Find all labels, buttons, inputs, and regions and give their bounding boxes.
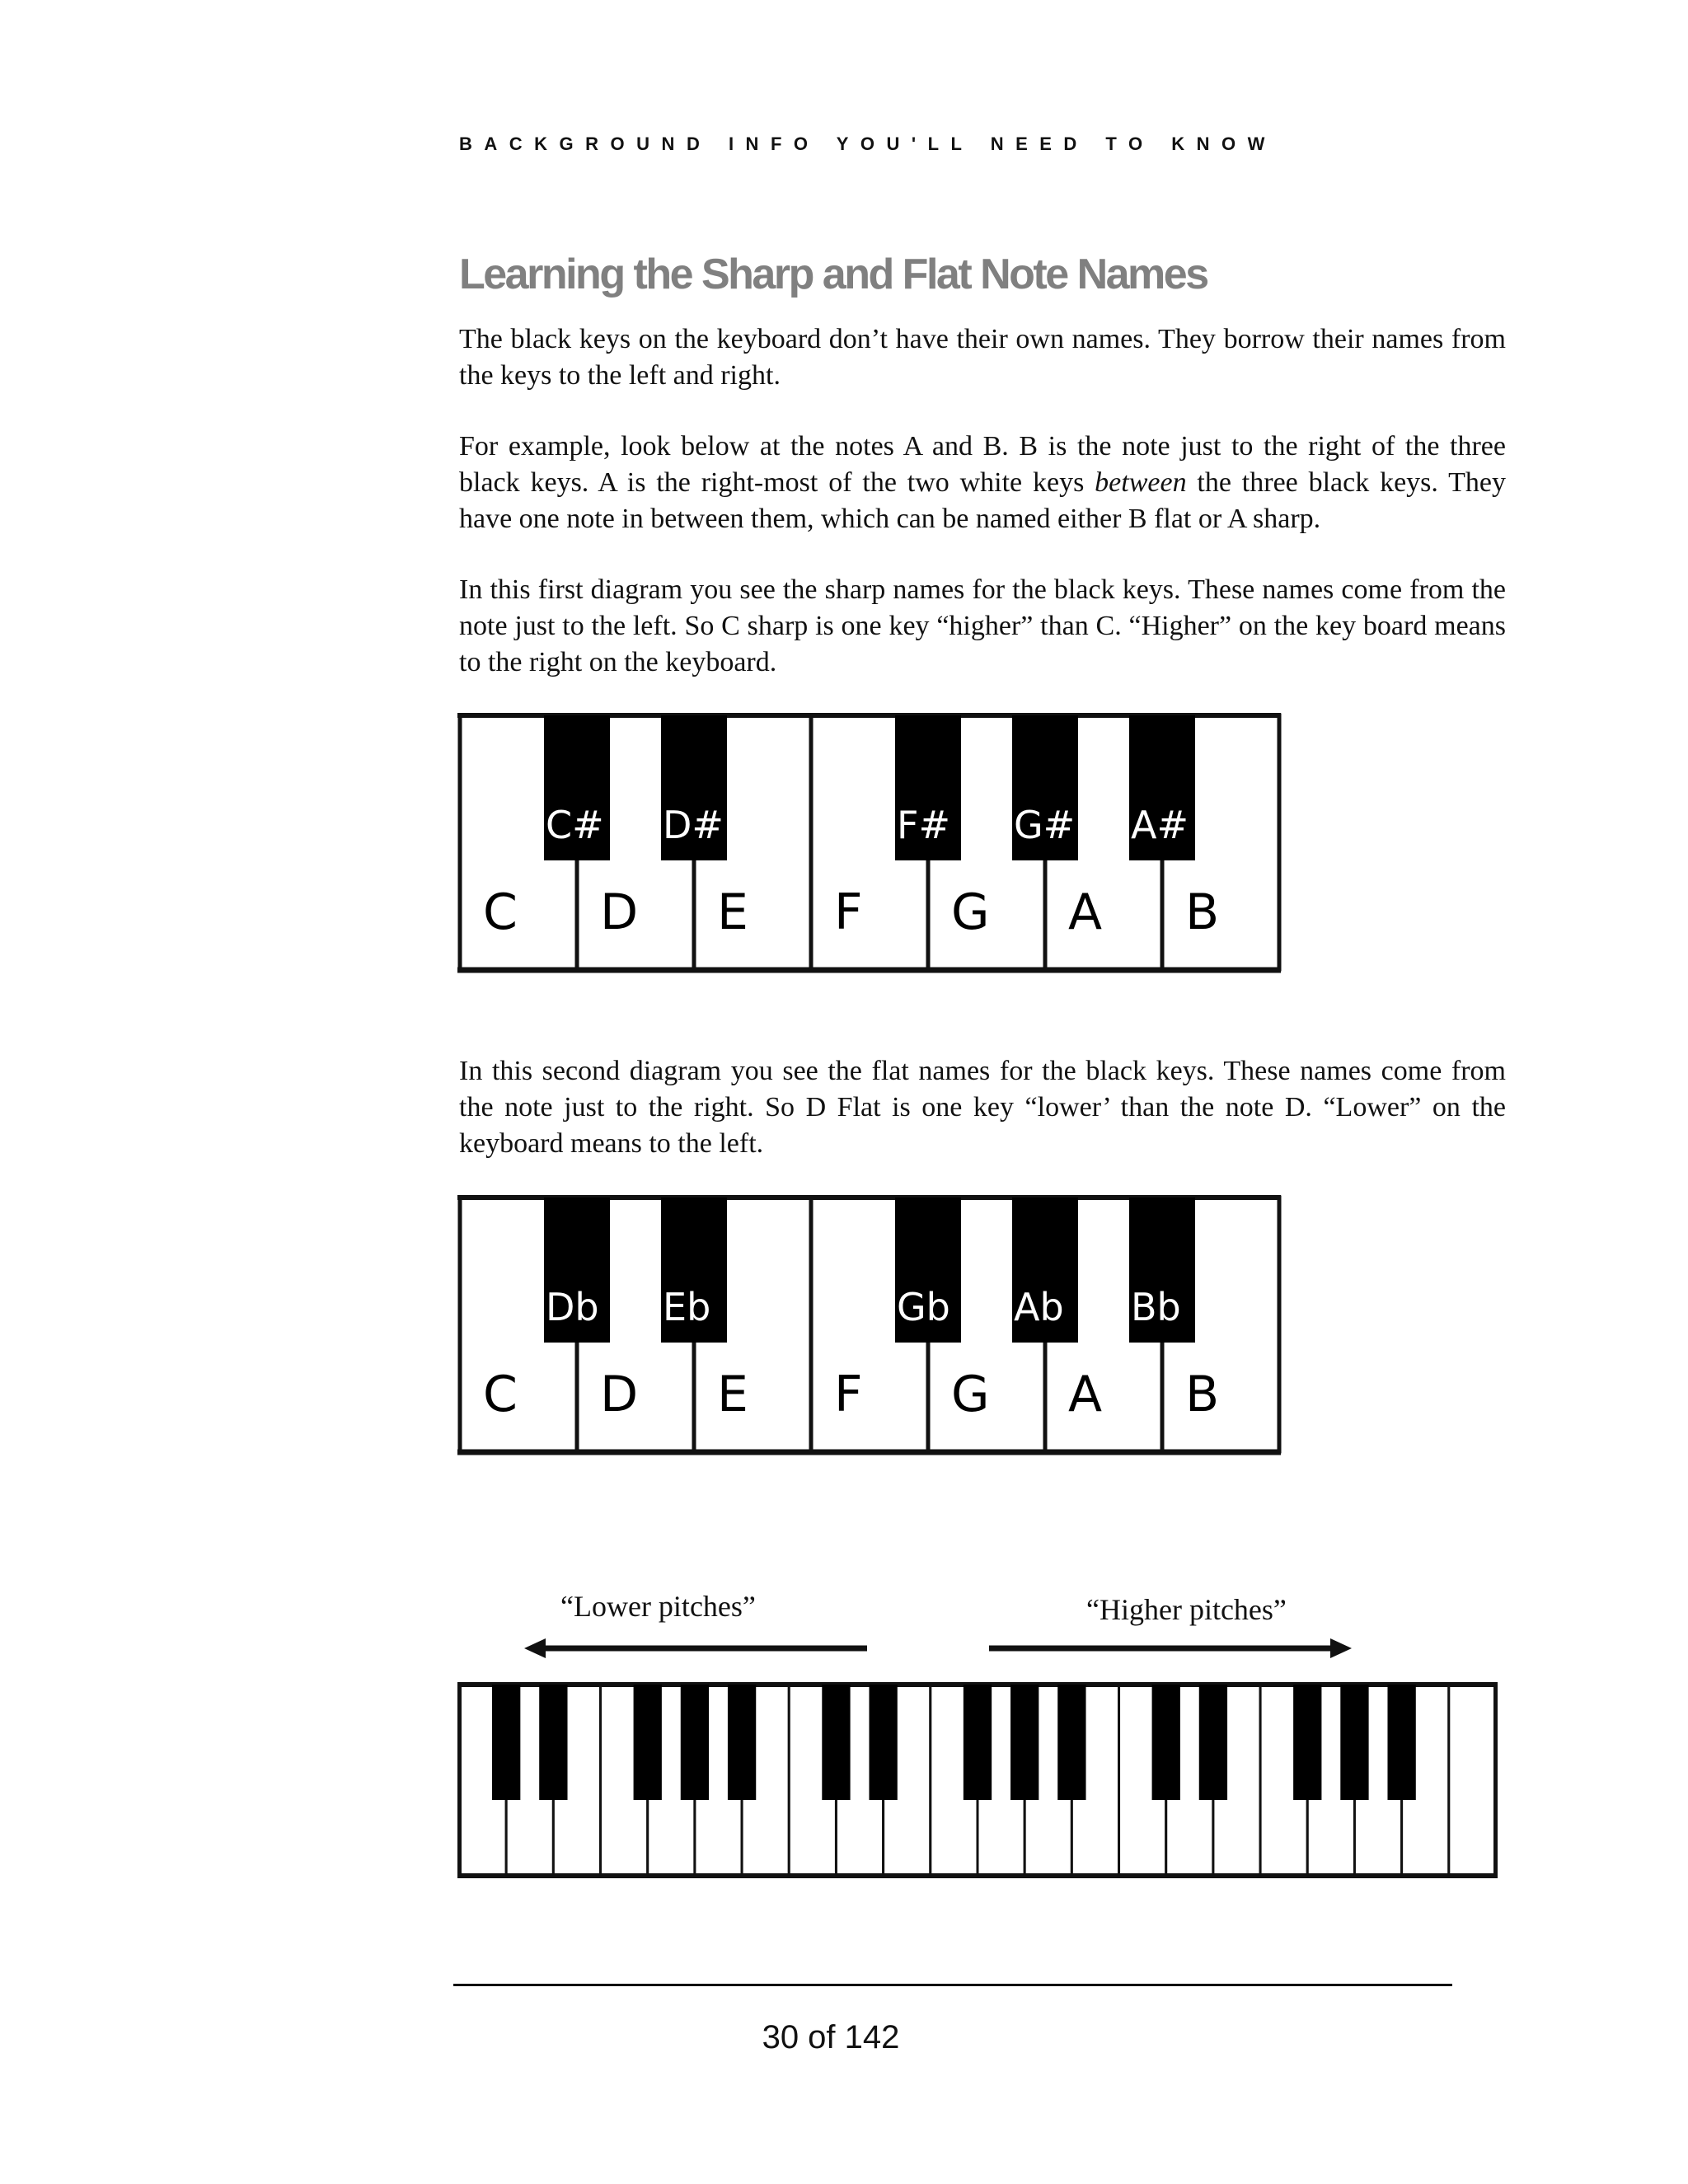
flat-black-key-label: Eb [663, 1285, 711, 1329]
flat-black-key-label: Db [546, 1285, 599, 1329]
sharp-black-key-label: A# [1131, 803, 1189, 847]
sharp-black-key-label: C# [546, 803, 604, 847]
sharp-white-key-label: G [951, 883, 990, 941]
long-black-key [728, 1685, 756, 1800]
flat-white-key-label: F [834, 1366, 863, 1423]
long-black-key [681, 1685, 709, 1800]
long-black-key [1010, 1685, 1039, 1800]
flat-names-keyboard-diagram [457, 1195, 1282, 1455]
paragraph-example-part-1: For example, look below at the notes A and B. B is the note just to the right of the three black keys. A is the right-most of the two white keys [459, 431, 1506, 498]
long-black-key [1152, 1685, 1180, 1800]
sharp-white-key-label: A [1068, 883, 1103, 941]
section-title: Learning the Sharp and Flat Note Names [459, 251, 1207, 298]
page-number: 30 of 142 [762, 2019, 900, 2055]
long-black-key [1199, 1685, 1227, 1800]
flat-black-key-label: Ab [1014, 1285, 1064, 1329]
long-black-key [634, 1685, 662, 1800]
arrow-left-icon [524, 1636, 870, 1661]
long-black-key [1387, 1685, 1415, 1800]
sharp-white-key-label: D [600, 883, 639, 941]
pitch-direction-keyboard [457, 1681, 1498, 1884]
sharp-black-key-label: G# [1014, 803, 1076, 847]
flat-white-key-label: E [717, 1366, 748, 1423]
long-black-key [869, 1685, 897, 1800]
sharp-white-key-label: E [717, 883, 748, 941]
long-black-key [822, 1685, 850, 1800]
flat-white-key-label: D [600, 1366, 639, 1423]
sharp-white-key-label: B [1185, 883, 1220, 941]
paragraph-flat-names: In this second diagram you see the flat names for the black keys. These names come from the note just to the right. So D Flat is one key “lower’ than the note D. “Lower” on the keyboard means to the left. [459, 1056, 1506, 1159]
sharp-white-key-label: C [483, 883, 518, 941]
long-black-key [964, 1685, 992, 1800]
long-white-key [1449, 1685, 1496, 1876]
flat-white-key-label: G [951, 1366, 990, 1423]
sharp-names-keyboard-diagram [457, 713, 1282, 973]
flat-black-key-label: Gb [897, 1285, 950, 1329]
sharp-white-key-label: F [834, 883, 863, 941]
flat-black-key-label: Bb [1131, 1285, 1181, 1329]
running-header: BACKGROUND INFO YOU'LL NEED TO KNOW [459, 134, 1277, 154]
lower-pitches-label: “Lower pitches” [560, 1590, 756, 1623]
flat-white-key-label: A [1068, 1366, 1103, 1423]
long-black-key [539, 1685, 567, 1800]
long-black-key [1340, 1685, 1368, 1800]
paragraph-example-part-2: the three black keys. They have one note in between them, which can be named either B flat or A sharp. [459, 467, 1506, 534]
paragraph-example [459, 429, 1506, 537]
paragraph-sharp-names: In this first diagram you see the sharp names for the black keys. These names come from the note just to the left. So C sharp is one key “higher” than C. “Higher” on the key board means to the right on the keyboard. [459, 574, 1506, 677]
paragraph-intro: The black keys on the keyboard don’t have their own names. They borrow their names from the keys to the left and right. [459, 324, 1506, 391]
higher-pitches-label: “Higher pitches” [1086, 1593, 1287, 1626]
long-black-key [1293, 1685, 1321, 1800]
emphasis-between: between [1095, 467, 1187, 498]
long-black-key [1057, 1685, 1085, 1800]
sharp-black-key-label: D# [663, 803, 724, 847]
arrow-right-icon [989, 1636, 1352, 1661]
flat-white-key-label: B [1185, 1366, 1220, 1423]
long-black-key [492, 1685, 520, 1800]
sharp-black-key-label: F# [897, 803, 951, 847]
footer-divider [453, 1984, 1452, 1986]
flat-white-key-label: C [483, 1366, 518, 1423]
